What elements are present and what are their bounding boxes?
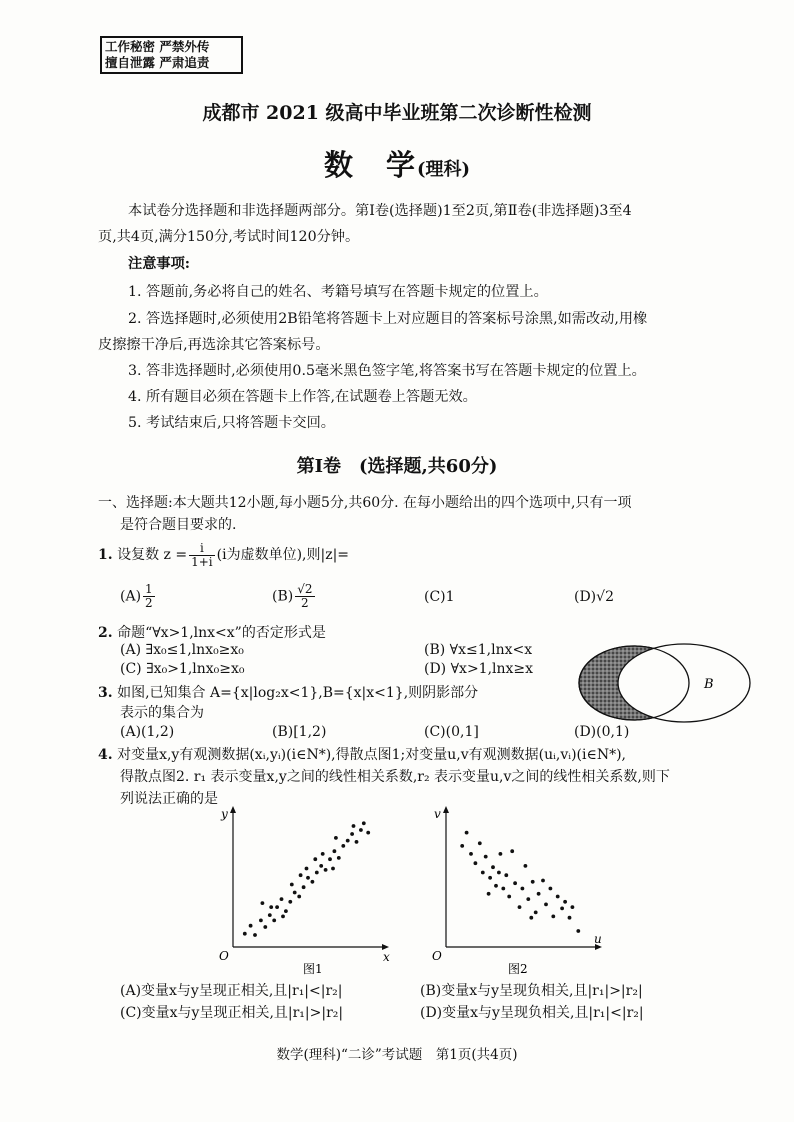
q1-frac-bot: 1+i [191, 554, 213, 569]
q3-option-a: (A)(1,2) [120, 724, 175, 740]
chart2-point-18 [524, 864, 528, 868]
q2-option-a: (A) ∃x₀≤1,lnx₀≥x₀ [120, 642, 244, 658]
chart1-point-13 [297, 895, 301, 899]
chart2-point-8 [491, 865, 495, 869]
question-2-number: 2. [98, 625, 113, 641]
chart2-xlabel: u [594, 932, 602, 946]
chart2-point-34 [529, 916, 533, 920]
chart1-xlabel: x [383, 950, 390, 964]
chart2-point-17 [521, 887, 525, 891]
q1-b-top: √2 [297, 582, 313, 596]
chart1-point-29 [350, 832, 354, 836]
chart1-point-38 [313, 857, 317, 861]
chart1-point-14 [290, 883, 294, 887]
q1-option-b [272, 583, 317, 610]
chart1-point-23 [321, 852, 325, 856]
chart2-point-33 [499, 852, 503, 856]
chart2-point-10 [497, 871, 501, 875]
chart1-title: 图1 [303, 962, 323, 976]
chart1-point-6 [261, 901, 265, 905]
chart2-point-30 [568, 916, 572, 920]
part1-line-1: 一、选择题:本大题共12小题,每小题5分,共60分. 在每小题给出的四个选项中,只有一项 [98, 495, 632, 511]
question-4-stem [98, 744, 626, 766]
chart1-point-39 [331, 867, 335, 871]
venn-set-b [618, 644, 750, 722]
chart2-point-15 [513, 881, 517, 885]
chart1-point-2 [253, 933, 257, 937]
chart2-point-27 [556, 895, 560, 899]
chart1-point-12 [293, 891, 297, 895]
chart1-point-17 [311, 880, 315, 884]
scatter-plot-1 [205, 802, 405, 977]
chart1-point-27 [334, 836, 338, 840]
chart1-point-22 [328, 857, 332, 861]
chart1-point-37 [299, 873, 303, 877]
chart1-point-35 [269, 905, 273, 909]
q2-option-d: (D) ∀x>1,lnx≥x [424, 661, 534, 677]
question-1-stem [98, 540, 349, 570]
chart2-point-26 [551, 915, 555, 919]
chart1-point-16 [306, 876, 310, 880]
chart2-title: 图2 [508, 962, 528, 976]
chart2-point-23 [541, 879, 545, 883]
q4-option-c: (C)变量x与y呈现正相关,且|r₁|>|r₂| [120, 1005, 344, 1021]
scatter-plot-2 [418, 802, 618, 977]
q2-option-b: (B) ∀x≤1,lnx<x [424, 642, 533, 658]
chart2-origin: O [432, 949, 442, 963]
q1-fraction [189, 542, 215, 569]
chart1-point-26 [341, 844, 345, 848]
q1-option-a [120, 583, 157, 610]
subject-title [0, 143, 794, 184]
q1-option-d: (D)√2 [574, 589, 614, 605]
chart1-point-36 [281, 915, 285, 919]
chart2-point-0 [460, 844, 464, 848]
part1-line-2: 是符合题目要求的. [120, 517, 237, 533]
chart2-point-13 [507, 895, 511, 899]
notice-item-4: 4. 所有题目必须在答题卡上作答,在试题卷上答题无效。 [128, 389, 477, 405]
chart1-point-9 [280, 897, 284, 901]
q2-stem-text: 命题“∀x>1,lnx<x”的否定形式是 [117, 625, 326, 641]
chart1-point-3 [259, 919, 263, 923]
chart2-points [460, 831, 580, 933]
question-3-stem [98, 682, 478, 704]
q3-stem-line-2: 表示的集合为 [120, 705, 204, 721]
notice-item-3: 3. 答非选择题时,必须使用0.5毫米黑色签字笔,将答案书写在答题卡规定的位置上。 [128, 363, 646, 379]
q4-option-d: (D)变量x与y呈现负相关,且|r₁|<|r₂| [420, 1005, 644, 1021]
intro-line-1: 本试卷分选择题和非选择题两部分。第Ⅰ卷(选择题)1至2页,第Ⅱ卷(非选择题)3至4 [128, 203, 632, 219]
chart2-point-31 [571, 905, 575, 909]
stamp-line-2: 擅自泄露 严肃追责 [105, 55, 210, 70]
chart1-point-5 [268, 913, 272, 917]
q3-option-b: (B)[1,2) [272, 724, 327, 740]
chart2-point-6 [484, 855, 488, 859]
chart2-y-arrow [443, 806, 449, 813]
chart1-point-32 [352, 824, 356, 828]
q4-option-b: (B)变量x与y呈现负相关,且|r₁|>|r₂| [420, 983, 643, 999]
subject-sub: (理科) [416, 159, 471, 180]
chart1-y-arrow [230, 806, 236, 813]
q1-b-frac [295, 583, 314, 610]
notice-item-1: 1. 答题前,务必将自己的姓名、考籍号填写在答题卡规定的位置上。 [128, 284, 548, 300]
chart1-point-33 [362, 821, 366, 825]
chart1-origin: O [219, 949, 229, 963]
chart2-point-2 [469, 852, 473, 856]
q3-stem-line-1: 如图,已知集合 A={x|log₂x<1},B={x|x<1},则阴影部分 [117, 685, 479, 701]
chart1-point-24 [333, 849, 337, 853]
chart1-point-19 [315, 871, 319, 875]
chart2-point-28 [560, 907, 564, 911]
chart1-point-10 [284, 909, 288, 913]
q3-option-c: (C)(0,1] [424, 724, 479, 740]
question-4-number: 4. [98, 747, 113, 763]
chart1-point-4 [263, 925, 267, 929]
q4-stem-line-2: 得散点图2. r₁ 表示变量x,y之间的线性相关系数,r₂ 表示变量u,v之间的线性相关系数,则下 [120, 769, 670, 785]
chart2-point-29 [563, 900, 567, 904]
chart1-point-31 [359, 828, 363, 832]
q4-stem-line-3: 列说法正确的是 [120, 791, 218, 807]
chart1-ylabel: y [221, 807, 228, 821]
chart2-point-11 [501, 887, 505, 891]
chart1-point-20 [319, 864, 323, 868]
chart1-point-21 [324, 868, 328, 872]
venn-label-b: B [704, 677, 714, 692]
chart2-point-24 [544, 903, 548, 907]
question-1-number: 1. [98, 547, 113, 563]
chart2-point-1 [465, 831, 469, 835]
notice-item-5: 5. 考试结束后,只将答题卡交回。 [128, 415, 335, 431]
chart2-point-14 [510, 849, 514, 853]
q1-a-top: 1 [145, 582, 153, 596]
notice-heading: 注意事项: [128, 256, 190, 272]
q1-a-bot: 2 [145, 596, 153, 610]
chart1-point-8 [275, 905, 279, 909]
intro-line-2: 页,共4页,满分150分,考试时间120分钟。 [98, 229, 360, 245]
venn-diagram [572, 640, 756, 726]
chart2-point-4 [478, 841, 482, 845]
q1-a-frac [143, 583, 155, 610]
chart2-point-19 [526, 897, 530, 901]
chart1-point-0 [243, 932, 247, 936]
q4-stem-line-1: 对变量x,y有观测数据(xᵢ,yᵢ)(i∈N*),得散点图1;对变量u,v有观测数据(uᵢ,vᵢ)(i∈N*), [117, 747, 627, 763]
chart2-point-21 [534, 911, 538, 915]
question-2-stem [98, 622, 326, 644]
confidential-stamp [100, 36, 243, 74]
q1-frac-top: i [189, 542, 215, 556]
question-3-number: 3. [98, 685, 113, 701]
exam-title: 成都市 2021 级高中毕业班第二次诊断性检测 [202, 102, 592, 124]
chart2-point-32 [576, 929, 580, 933]
q1-option-c: (C)1 [424, 589, 455, 605]
q1-a-label: (A) [120, 588, 142, 605]
chart2-point-5 [481, 871, 485, 875]
chart1-point-7 [272, 919, 276, 923]
q2-option-c: (C) ∃x₀>1,lnx₀≥x₀ [120, 661, 245, 677]
chart1-point-11 [288, 900, 292, 904]
q3-option-d: (D)(0,1) [574, 724, 630, 740]
chart1-point-1 [249, 924, 253, 928]
chart2-point-22 [537, 892, 541, 896]
notice-item-2b: 皮擦擦干净后,再选涂其它答案标号。 [98, 337, 330, 353]
q1-stem-a: 设复数 z = [117, 547, 188, 563]
q1-stem-b: (i为虚数单位),则|z|= [216, 547, 350, 563]
chart2-point-7 [488, 876, 492, 880]
chart2-point-12 [504, 873, 508, 877]
chart1-points [243, 821, 370, 937]
section-title: 第Ⅰ卷 (选择题,共60分) [296, 456, 498, 477]
chart2-point-9 [494, 884, 498, 888]
q1-b-bot: 2 [301, 596, 309, 610]
chart1-point-34 [366, 831, 370, 835]
notice-item-2a: 2. 答选择题时,必须使用2B铅笔将答题卡上对应题目的答案标号涂黑,如需改动,用橡 [128, 311, 648, 327]
q1-b-label: (B) [272, 588, 294, 605]
chart2-point-20 [531, 880, 535, 884]
chart2-point-35 [487, 892, 491, 896]
chart1-point-28 [346, 839, 350, 843]
chart2-point-3 [474, 861, 478, 865]
page-footer: 数学(理科)“二诊”考试题 第1页(共4页) [276, 1047, 518, 1063]
chart1-point-18 [305, 867, 309, 871]
chart1-point-25 [337, 856, 341, 860]
chart2-point-16 [518, 905, 522, 909]
chart1-point-30 [355, 840, 359, 844]
q4-option-a: (A)变量x与y呈现正相关,且|r₁|<|r₂| [120, 983, 343, 999]
subject-name: 数 学 [323, 148, 417, 182]
chart1-point-15 [302, 885, 306, 889]
chart2-ylabel: v [434, 807, 441, 821]
stamp-line-1: 工作秘密 严禁外传 [105, 39, 210, 54]
chart2-point-25 [549, 887, 553, 891]
